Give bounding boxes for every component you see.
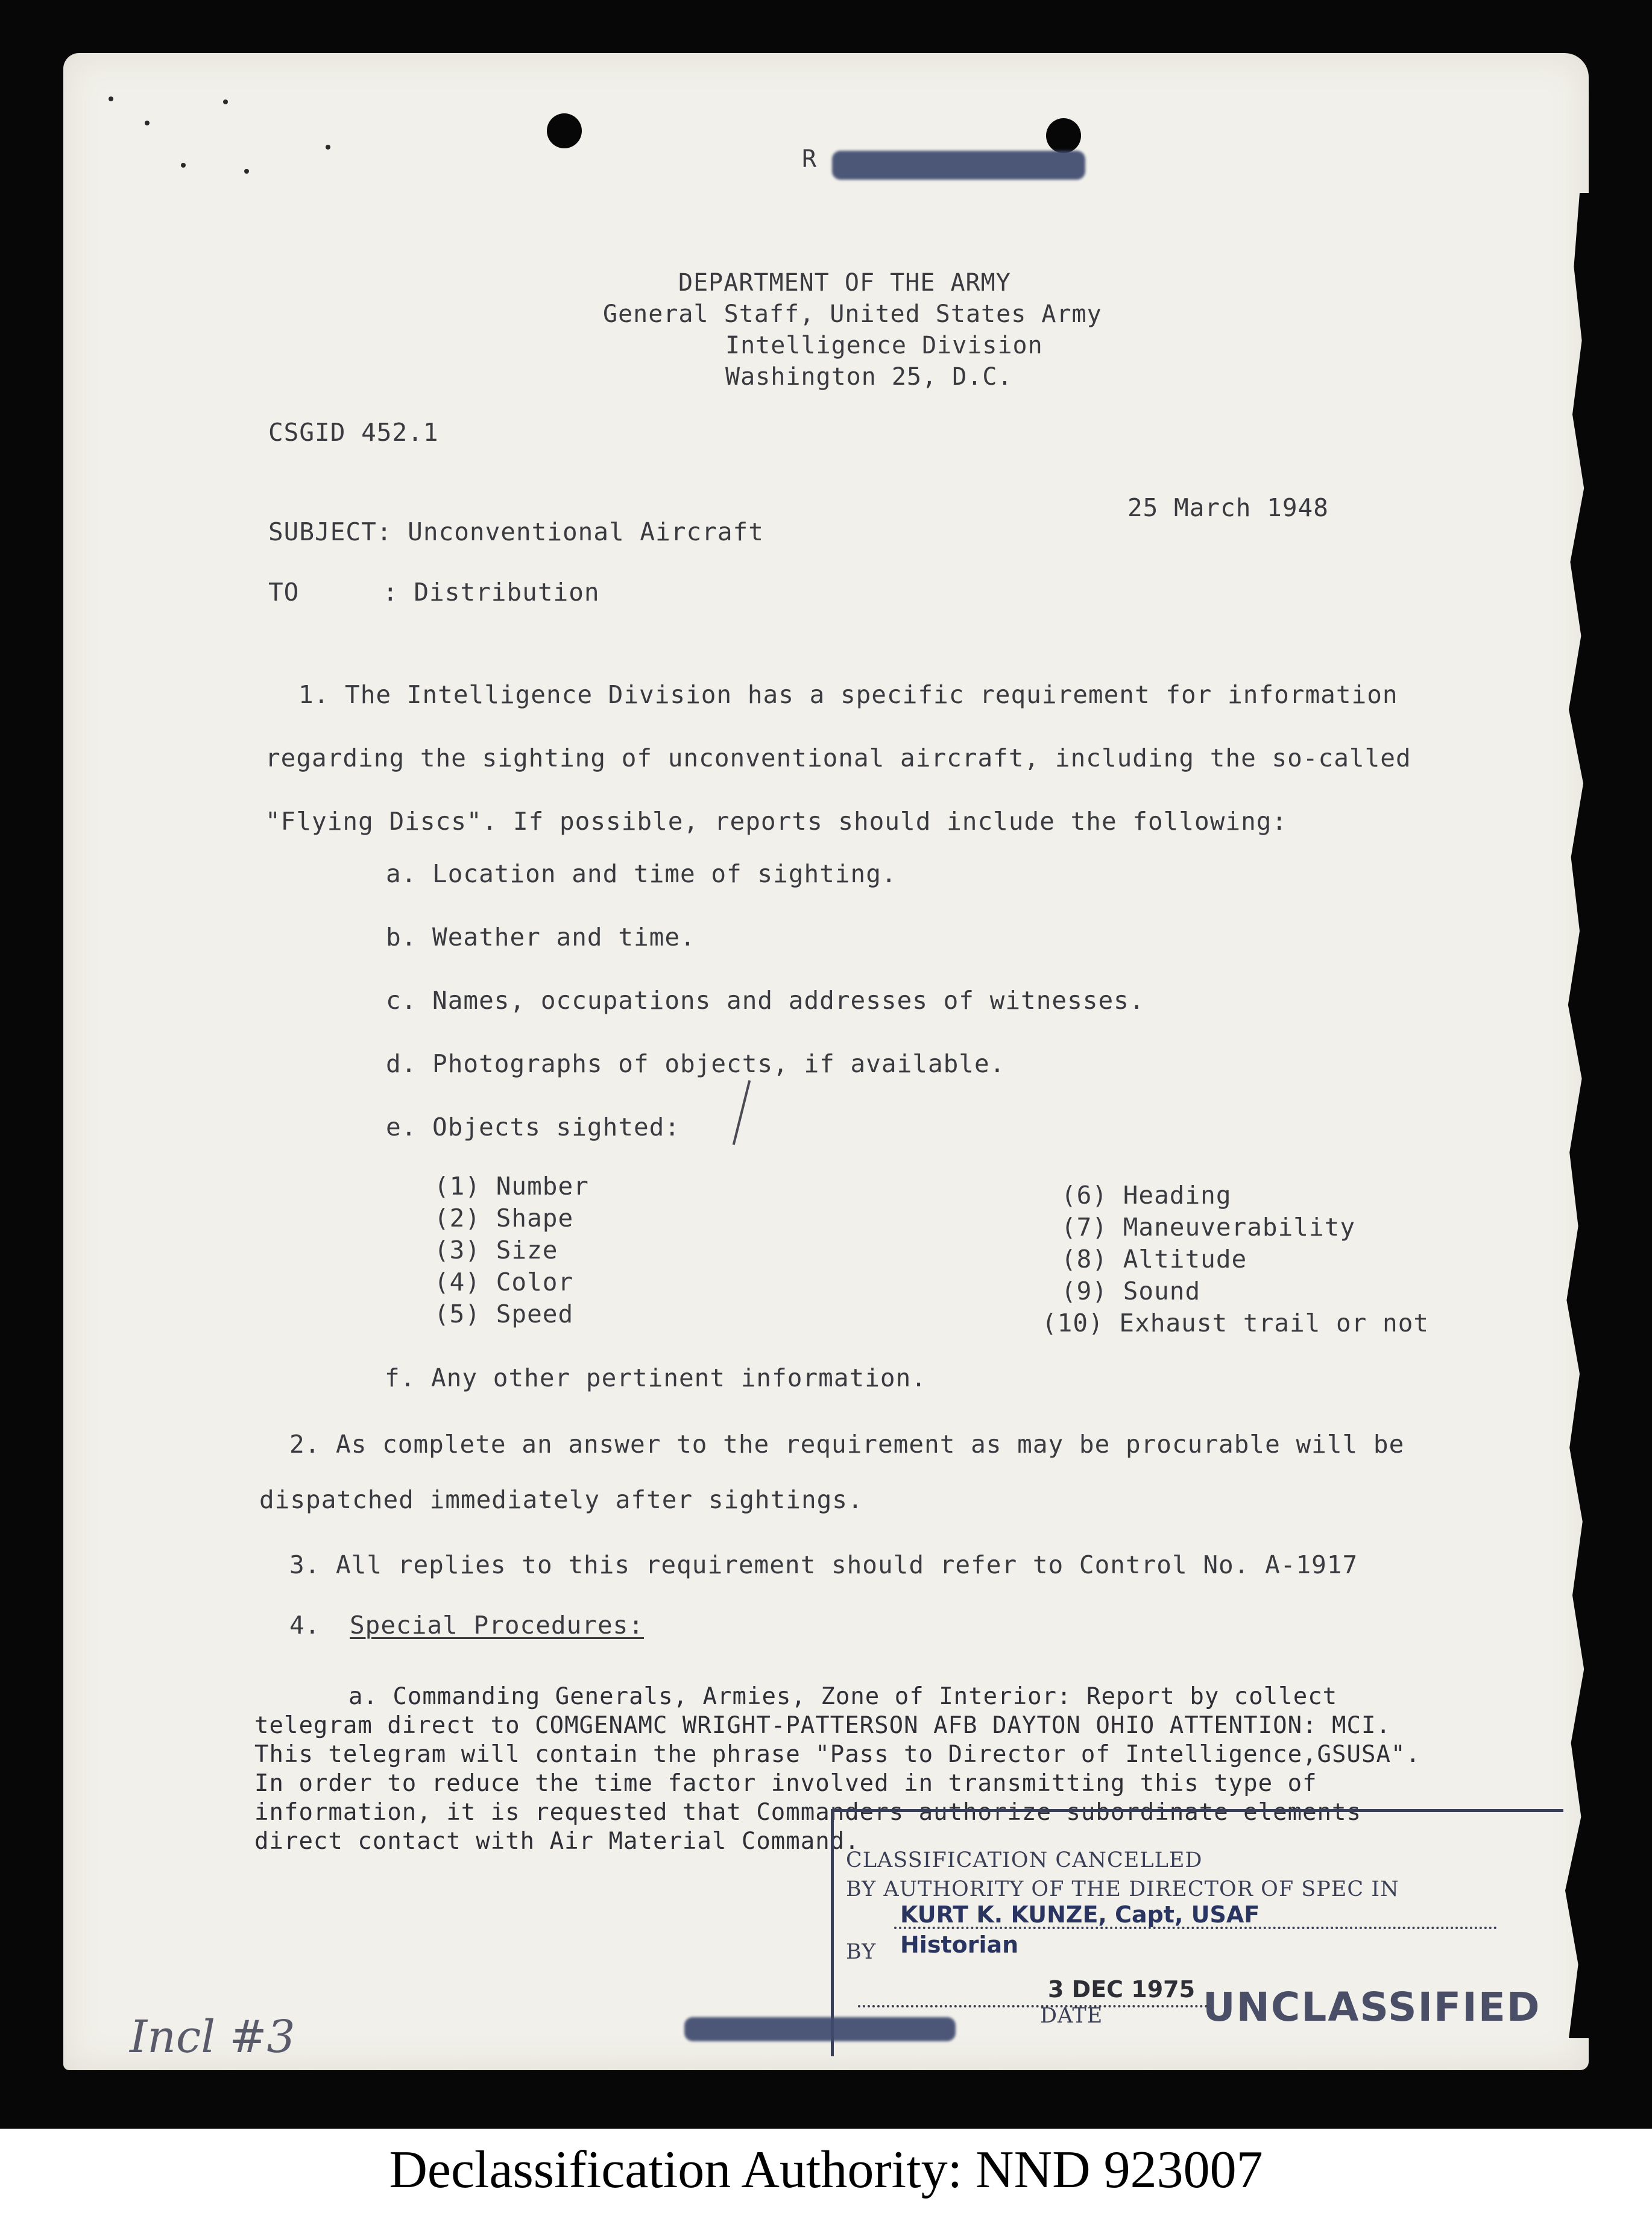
document-date: 25 March 1948 — [1127, 493, 1329, 522]
para4a-line5: information, it is requested that Commanders authorize subordinate elements — [254, 1799, 1361, 1826]
para4a-line6: direct contact with Air Material Command. — [254, 1828, 860, 1855]
object-shape: (2) Shape — [434, 1204, 574, 1233]
para2-line2: dispatched immediately after sightings. — [259, 1485, 863, 1514]
para4a-line2: telegram direct to COMGENAMC WRIGHT-PATTERSON AFB DAYTON OHIO ATTENTION: MCI. — [254, 1712, 1391, 1739]
para2-line1: 2. As complete an answer to the requirement as may be procurable will be — [289, 1430, 1405, 1459]
header-staff: General Staff, United States Army — [603, 300, 1102, 328]
to-value: : Distribution — [383, 578, 600, 607]
para4a-line3: This telegram will contain the phrase "Pass to Director of Intelligence,GSUSA". — [254, 1741, 1420, 1768]
object-maneuverability: (7) Maneuverability — [1061, 1213, 1355, 1242]
object-size: (3) Size — [434, 1236, 558, 1265]
punch-hole-right — [1046, 118, 1081, 153]
punch-hole-left — [547, 113, 582, 148]
stamp-line1: CLASSIFICATION CANCELLED — [846, 1848, 1203, 1872]
to-label: TO — [268, 578, 300, 607]
stamp-by-label: BY — [846, 1940, 877, 1964]
para4a-line4: In order to reduce the time factor involved in transmitting this type of — [254, 1770, 1317, 1797]
paper-speck — [244, 169, 249, 174]
paper-speck — [326, 145, 330, 150]
object-number: (1) Number — [434, 1172, 589, 1201]
item-e: e. Objects sighted: — [386, 1113, 680, 1142]
stamp-signer: KURT K. KUNZE, Capt, USAF — [900, 1901, 1260, 1928]
header-division: Intelligence Division — [725, 332, 1043, 359]
para1-line2: regarding the sighting of unconventional aircraft, including the so-called — [265, 744, 1411, 772]
object-heading: (6) Heading — [1061, 1181, 1232, 1210]
classification-stub: R — [802, 145, 818, 173]
declassification-authority: Declassification Authority: NND 923007 — [389, 2141, 1263, 2199]
header-city: Washington 25, D.C. — [725, 363, 1013, 391]
stamp-signer-title: Historian — [900, 1931, 1019, 1958]
object-sound: (9) Sound — [1061, 1277, 1201, 1306]
para4a-line1: a. Commanding Generals, Armies, Zone of Interior: Report by collect — [348, 1683, 1338, 1710]
handwritten-enclosure-note: Incl #3 — [130, 2011, 295, 2063]
item-a: a. Location and time of sighting. — [386, 859, 897, 888]
subject-line: SUBJECT: Unconventional Aircraft — [268, 517, 764, 546]
paper-speck — [181, 163, 186, 168]
stamp-line2: BY AUTHORITY OF THE DIRECTOR OF SPEC IN — [846, 1877, 1399, 1901]
stamp-date-value: 3 DEC 1975 — [1048, 1976, 1196, 2003]
paper-speck — [145, 121, 150, 125]
redaction-mark-bottom — [684, 2017, 956, 2041]
item-b: b. Weather and time. — [386, 923, 696, 952]
stamp-date-label: DATE — [1040, 2004, 1103, 2028]
para4-title: Special Procedures: — [350, 1611, 644, 1640]
para3: 3. All replies to this requirement should refer to Control No. A-1917 — [289, 1550, 1358, 1579]
paper-speck — [223, 99, 228, 104]
stamp-date-line — [858, 2005, 1208, 2007]
para1-line1: 1. The Intelligence Division has a specific requirement for information — [298, 680, 1398, 709]
header-department: DEPARTMENT OF THE ARMY — [678, 269, 1011, 297]
unclassified-stamp: UNCLASSIFIED — [1203, 1984, 1541, 2030]
paper-speck — [109, 96, 113, 101]
item-d: d. Photographs of objects, if available. — [386, 1049, 1006, 1078]
item-c: c. Names, occupations and addresses of witnesses. — [386, 986, 1145, 1015]
item-f: f. Any other pertinent information. — [385, 1363, 927, 1392]
object-altitude: (8) Altitude — [1061, 1245, 1247, 1274]
file-number: CSGID 452.1 — [268, 418, 439, 447]
object-exhaust-trail: (10) Exhaust trail or not — [1042, 1309, 1430, 1337]
para1-line3: "Flying Discs". If possible, reports should include the following: — [265, 807, 1288, 836]
para4-number: 4. — [289, 1611, 321, 1640]
object-speed: (5) Speed — [434, 1300, 574, 1328]
redaction-mark — [832, 151, 1085, 180]
object-color: (4) Color — [434, 1268, 574, 1296]
